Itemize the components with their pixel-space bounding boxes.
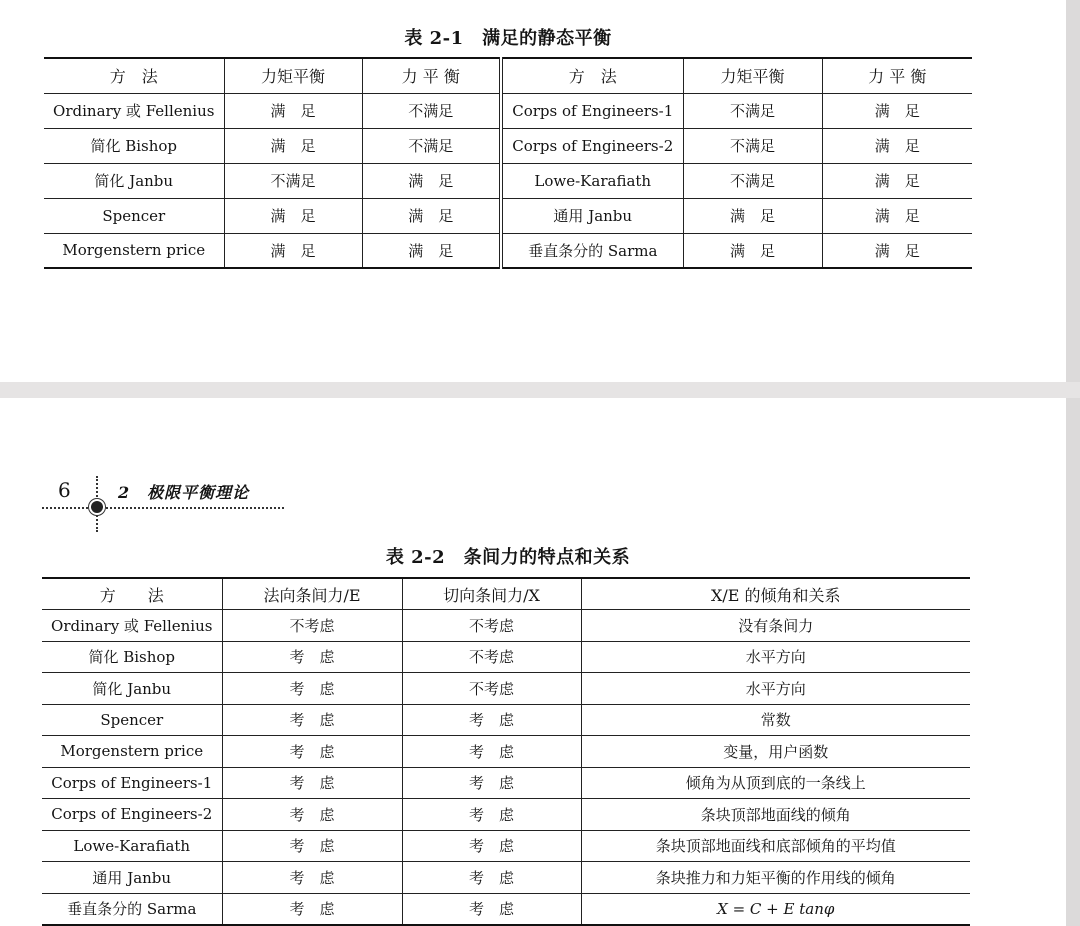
table2-cell: 考 虑	[222, 641, 402, 673]
table2-caption: 表 2-2 条间力的特点和关系	[385, 547, 631, 568]
table-row	[44, 198, 972, 233]
table1-cell: 不满足	[362, 93, 501, 128]
chapter-title: 2 极限平衡理论	[118, 483, 250, 502]
table2-cell: 考 虑	[222, 799, 402, 831]
table-row	[42, 736, 970, 768]
table2-cell: 考 虑	[402, 862, 581, 894]
table1-cell: 通用 Janbu	[501, 198, 683, 233]
table2-header-cell: X/E 的倾角和关系	[581, 578, 970, 610]
table-row	[44, 93, 972, 128]
table-row	[42, 641, 970, 673]
table1-cell: 满 足	[362, 163, 501, 198]
table2-cell: X = C + E tanφ	[581, 893, 970, 925]
table-row	[42, 893, 970, 925]
running-header	[42, 476, 302, 536]
table-row	[44, 163, 972, 198]
table2-cell: 不考虑	[402, 610, 581, 642]
header-ornament-dot	[91, 501, 103, 513]
table1-cell: Spencer	[44, 198, 224, 233]
table-row	[44, 128, 972, 163]
table-interslice-forces	[42, 577, 970, 926]
table-row	[42, 704, 970, 736]
table-row	[42, 799, 970, 831]
table1-cell: 简化 Bishop	[44, 128, 224, 163]
table2-cell: Corps of Engineers-1	[42, 767, 222, 799]
table2-cell: 简化 Bishop	[42, 641, 222, 673]
table1-cell: 满 足	[362, 198, 501, 233]
table2-cell: 考 虑	[402, 830, 581, 862]
page-scroll-gutter	[1066, 0, 1080, 382]
table2-cell: 不考虑	[222, 610, 402, 642]
table1-cell: Lowe-Karafiath	[501, 163, 683, 198]
table2-cell: Lowe-Karafiath	[42, 830, 222, 862]
table1-cell: Corps of Engineers-1	[501, 93, 683, 128]
table2-cell: 条块推力和力矩平衡的作用线的倾角	[581, 862, 970, 894]
table1-cell: 不满足	[683, 163, 822, 198]
table2-cell: 没有条间力	[581, 610, 970, 642]
table2-header-cell: 切向条间力/X	[402, 578, 581, 610]
table1-cell: Ordinary 或 Fellenius	[44, 93, 224, 128]
table2-cell: 考 虑	[222, 704, 402, 736]
table-row	[42, 862, 970, 894]
table1-header-cell: 方 法	[44, 58, 224, 93]
table1-header-cell: 力矩平衡	[683, 58, 822, 93]
table2-cell: 考 虑	[402, 799, 581, 831]
table1-cell: 垂直条分的 Sarma	[501, 233, 683, 268]
table1-header-cell: 力矩平衡	[224, 58, 362, 93]
table1-cell: 不满足	[362, 128, 501, 163]
page-lower	[0, 398, 1066, 926]
page-number: 6	[58, 478, 71, 502]
table2-cell: Ordinary 或 Fellenius	[42, 610, 222, 642]
header-divider-horizontal	[42, 507, 284, 509]
table2-cell: 倾角为从顶到底的一条线上	[581, 767, 970, 799]
table1-header-cell: 方 法	[501, 58, 683, 93]
page-upper	[0, 0, 1066, 382]
table2-cell: 考 虑	[222, 830, 402, 862]
table2-cell: 考 虑	[222, 673, 402, 705]
table2-cell: 考 虑	[402, 704, 581, 736]
table1-cell: 满 足	[224, 128, 362, 163]
table2-cell: 条块顶部地面线的倾角	[581, 799, 970, 831]
table-row	[42, 767, 970, 799]
table-row	[42, 610, 970, 642]
table2-header-cell: 方 法	[42, 578, 222, 610]
table1-cell: 满 足	[822, 128, 972, 163]
table2-cell: 考 虑	[402, 767, 581, 799]
table2-cell: 不考虑	[402, 641, 581, 673]
table1-cell: Corps of Engineers-2	[501, 128, 683, 163]
page-scroll-gutter	[1066, 398, 1080, 926]
table1-cell: 满 足	[822, 198, 972, 233]
table2-cell: Morgenstern price	[42, 736, 222, 768]
table2-cell: 考 虑	[402, 736, 581, 768]
table1-cell: 满 足	[683, 233, 822, 268]
table1-cell: 满 足	[224, 93, 362, 128]
table2-cell: 条块顶部地面线和底部倾角的平均值	[581, 830, 970, 862]
table2-cell: 简化 Janbu	[42, 673, 222, 705]
table1-cell: 满 足	[362, 233, 501, 268]
table1-cell: 满 足	[224, 198, 362, 233]
table2-cell: 不考虑	[402, 673, 581, 705]
table-row	[42, 830, 970, 862]
table1-cell: 不满足	[683, 93, 822, 128]
table2-cell: Spencer	[42, 704, 222, 736]
table1-cell: 满 足	[822, 163, 972, 198]
table2-cell: 水平方向	[581, 673, 970, 705]
table-static-balance	[44, 57, 972, 269]
table1-cell: 不满足	[683, 128, 822, 163]
table1-cell: 满 足	[224, 233, 362, 268]
table1-cell: 满 足	[683, 198, 822, 233]
table2-cell: 水平方向	[581, 641, 970, 673]
table1-caption: 表 2-1 满足的静态平衡	[404, 28, 612, 49]
table2-cell: 变量，用户函数	[581, 736, 970, 768]
table1-header-cell: 力 平 衡	[822, 58, 972, 93]
table1-cell: 满 足	[822, 93, 972, 128]
table1-cell: 不满足	[224, 163, 362, 198]
table2-cell: 考 虑	[222, 767, 402, 799]
table2-cell: 考 虑	[222, 893, 402, 925]
table2-cell: Corps of Engineers-2	[42, 799, 222, 831]
table1-header-cell: 力 平 衡	[362, 58, 501, 93]
table2-cell: 通用 Janbu	[42, 862, 222, 894]
table2-cell: 考 虑	[402, 893, 581, 925]
table2-header-row	[42, 578, 970, 610]
table1-cell: 满 足	[822, 233, 972, 268]
table1-header-row	[44, 58, 972, 93]
table2-header-cell: 法向条间力/E	[222, 578, 402, 610]
table-row	[44, 233, 972, 268]
table2-cell: 考 虑	[222, 736, 402, 768]
table2-cell: 垂直条分的 Sarma	[42, 893, 222, 925]
table1-cell: 简化 Janbu	[44, 163, 224, 198]
table1-cell: Morgenstern price	[44, 233, 224, 268]
table-row	[42, 673, 970, 705]
table2-cell: 常数	[581, 704, 970, 736]
table2-cell: 考 虑	[222, 862, 402, 894]
